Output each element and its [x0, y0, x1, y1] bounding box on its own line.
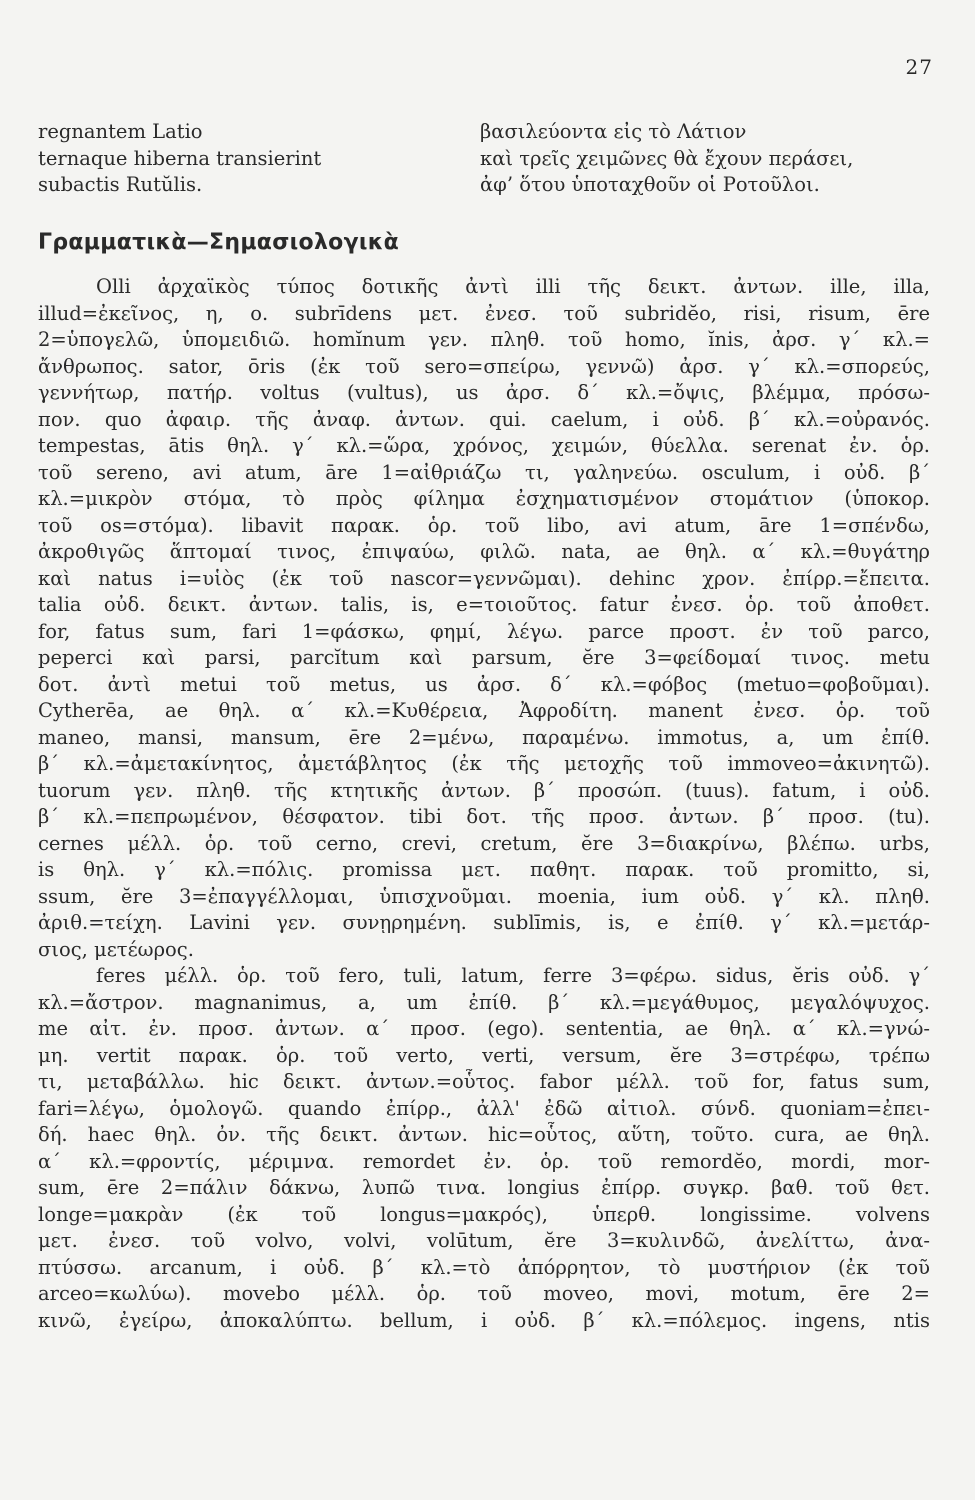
verse-latin-line: regnantem Latio	[38, 120, 203, 143]
verse-greek-line: βασιλεύοντα εἰς τὸ Λάτιον	[480, 120, 747, 143]
commentary-line: τι, μεταβάλλω. hic δεικτ. ἀντων.=οὗτος. fabor μέλλ. τοῦ for, fatus sum,	[38, 1070, 930, 1093]
commentary-line: πτύσσω. arcanum, i οὐδ. β΄ κλ.=τὸ ἀπόρρητον, τὸ μυστήριον (ἐκ τοῦ	[38, 1255, 930, 1279]
commentary-line: μη. vertit παρακ. ὁρ. τοῦ verto, verti, versum, ĕre 3=στρέφω, τρέπω	[38, 1043, 930, 1067]
commentary-line: illud=ἐκεῖνος, η, ο. subrīdens μετ. ἐνεσ. τοῦ subridĕo, risi, risum, ēre	[38, 301, 930, 325]
commentary-line: δή. haec θηλ. ὀν. τῆς δεικτ. ἀντων. hic=οὗτος, αὕτη, τοῦτο. cura, ae θηλ.	[38, 1123, 930, 1146]
commentary-line: κλ.=μικρὸν στόμα, τὸ πρὸς φίλημα ἐσχηματισμένον στομάτιον (ὑποκορ.	[38, 487, 930, 510]
commentary-line: Cytherēa, ae θηλ. α΄ κλ.=Κυθέρεια, Ἀφροδίτη. manent ἐνεσ. ὁρ. τοῦ	[38, 699, 930, 722]
commentary-line: tuorum γεν. πληθ. τῆς κτητικῆς ἀντων. β΄ προσώπ. (tuus). fatum, i οὐδ.	[38, 778, 930, 802]
page-number: 27	[905, 55, 933, 79]
commentary-line: is θηλ. γ΄ κλ.=πόλις. promissa μετ. παθητ. παρακ. τοῦ promitto, si,	[38, 858, 930, 881]
commentary-line: fari=λέγω, ὁμολογῶ. quando ἐπίρρ., ἀλλ' ἐδῶ αἰτιολ. σύνδ. quoniam=ἐπει-	[38, 1096, 930, 1120]
commentary-line: σιος, μετέωρος.	[38, 937, 194, 961]
commentary-line: γεννήτωρ, πατήρ. voltus (vultus), us ἀρσ. δ΄ κλ.=ὄψις, βλέμμα, πρόσω-	[38, 381, 930, 404]
verse-row	[38, 119, 938, 146]
verse-latin-line: subactis Rutŭlis.	[38, 173, 203, 196]
commentary-line: cernes μέλλ. ὁρ. τοῦ cerno, crevi, cretum, ĕre 3=διακρίνω, βλέπω. urbs,	[38, 831, 930, 855]
commentary-line: Olli ἀρχαϊκὸς τύπος δοτικῆς ἀντὶ illi τῆς δεικτ. ἀντων. ille, illa,	[96, 275, 930, 298]
commentary-line: feres μέλλ. ὁρ. τοῦ fero, tuli, latum, ferre 3=φέρω. sidus, ĕris οὐδ. γ΄	[96, 964, 930, 987]
commentary-line: δοτ. ἀντὶ metui τοῦ metus, us ἀρσ. δ΄ κλ.=φόβος (metuo=φοβοῦμαι).	[38, 672, 930, 696]
commentary-line: τοῦ os=στόμα). libavit παρακ. ὁρ. τοῦ libo, avi atum, āre 1=σπένδω,	[38, 513, 930, 537]
commentary-line: κινῶ, ἐγείρω, ἀποκαλύπτω. bellum, i οὐδ. β΄ κλ.=πόλεμος. ingens, ntis	[38, 1308, 930, 1332]
commentary-line: 2=ὑπογελῶ, ὑπομειδιῶ. homĭnum γεν. πληθ. τοῦ homo, ĭnis, ἀρσ. γ΄ κλ.=	[38, 328, 930, 351]
commentary-line: longe=μακρὰν (ἐκ τοῦ longus=μακρός), ὑπερθ. longissime. volvens	[38, 1202, 930, 1226]
commentary-line: πον. quo ἀφαιρ. τῆς ἀναφ. ἀντων. qui. caelum, i οὐδ. β΄ κλ.=οὐρανός.	[38, 407, 930, 431]
commentary-line: talia οὐδ. δεικτ. ἀντων. talis, is, e=τοιοῦτος. fatur ἐνεσ. ὁρ. τοῦ ἀποθετ.	[38, 593, 930, 616]
commentary-line: μετ. ἐνεσ. τοῦ volvo, volvi, volūtum, ĕre 3=κυλινδῶ, ἀνελίττω, ἀνα-	[38, 1229, 930, 1252]
commentary-line: me αἰτ. ἐν. προσ. ἀντων. α΄ προσ. (ego). sententia, ae θηλ. α΄ κλ.=γνώ-	[38, 1017, 930, 1040]
commentary-line: ἀκροθιγῶς ἅπτομαί τινος, ἐπιψαύω, φιλῶ. nata, ae θηλ. α΄ κλ.=θυγάτηρ	[38, 540, 930, 563]
commentary-line: α΄ κλ.=φροντίς, μέριμνα. remordet ἐν. ὁρ. τοῦ remordĕo, mordi, mor-	[38, 1149, 930, 1173]
commentary-line: β΄ κλ.=ἀμετακίνητος, ἀμετάβλητος (ἐκ τῆς μετοχῆς τοῦ immoveo=ἀκινητῶ).	[38, 752, 930, 775]
commentary-line: tempestas, ātis θηλ. γ΄ κλ.=ὥρα, χρόνος, χειμών, θύελλα. serenat ἐν. ὁρ.	[38, 434, 930, 457]
commentary-line: for, fatus sum, fari 1=φάσκω, φημί, λέγω. parce προστ. ἐν τοῦ parco,	[38, 619, 930, 643]
verse-greek-line: ἀφ’ ὅτου ὑποταχθοῦν οἱ Ροτοῦλοι.	[480, 173, 820, 196]
commentary-line: κλ.=ἄστρον. magnanimus, a, um ἐπίθ. β΄ κλ.=μεγάθυμος, μεγαλόψυχος.	[38, 990, 930, 1014]
commentary-line: peperci καὶ parsi, parcĭtum καὶ parsum, ĕre 3=φείδομαί τινος. metu	[38, 646, 930, 669]
commentary-line: maneo, mansi, mansum, ēre 2=μένω, παραμένω. immotus, a, um ἐπίθ.	[38, 725, 930, 749]
verse-row	[38, 146, 938, 173]
commentary-line: καὶ natus i=υἱὸς (ἐκ τοῦ nascor=γεννῶμαι). dehinc χρον. ἐπίρρ.=ἔπειτα.	[38, 566, 930, 590]
verse-block	[38, 119, 938, 199]
commentary-line: τοῦ sereno, avi atum, āre 1=αἰθριάζω τι, γαληνεύω. osculum, i οὐδ. β΄	[38, 460, 930, 484]
verse-greek-line: καὶ τρεῖς χειμῶνες θὰ ἔχουν περάσει,	[480, 146, 854, 170]
section-heading: Γραμματικὰ—Σημασιολογικὰ	[38, 230, 400, 255]
commentary-line: ἀριθ.=τείχη. Lavini γεν. συνῃρημένη. sublīmis, is, e ἐπίθ. γ΄ κλ.=μετάρ-	[38, 911, 930, 934]
commentary-line: β΄ κλ.=πεπρωμένον, θέσφατον. tibi δοτ. τῆς προσ. ἀντων. β΄ προσ. (tu).	[38, 805, 930, 828]
commentary-body	[38, 274, 930, 1334]
commentary-line: arceo=κωλύω). movebo μέλλ. ὁρ. τοῦ moveo, movi, motum, ēre 2=	[38, 1282, 930, 1305]
commentary-line: sum, ēre 2=πάλιν δάκνω, λυπῶ τινα. longius ἐπίρρ. συγκρ. βαθ. τοῦ θετ.	[38, 1176, 930, 1199]
verse-latin-line: ternaque hiberna transierint	[38, 146, 322, 170]
commentary-line: ἄνθρωπος. sator, ōris (ἐκ τοῦ sero=σπείρω, γεννῶ) ἀρσ. γ΄ κλ.=σπορεύς,	[38, 354, 930, 378]
commentary-line: ssum, ĕre 3=ἐπαγγέλλομαι, ὑπισχνοῦμαι. moenia, ium οὐδ. γ΄ κλ. πληθ.	[38, 884, 930, 908]
verse-row	[38, 172, 938, 199]
